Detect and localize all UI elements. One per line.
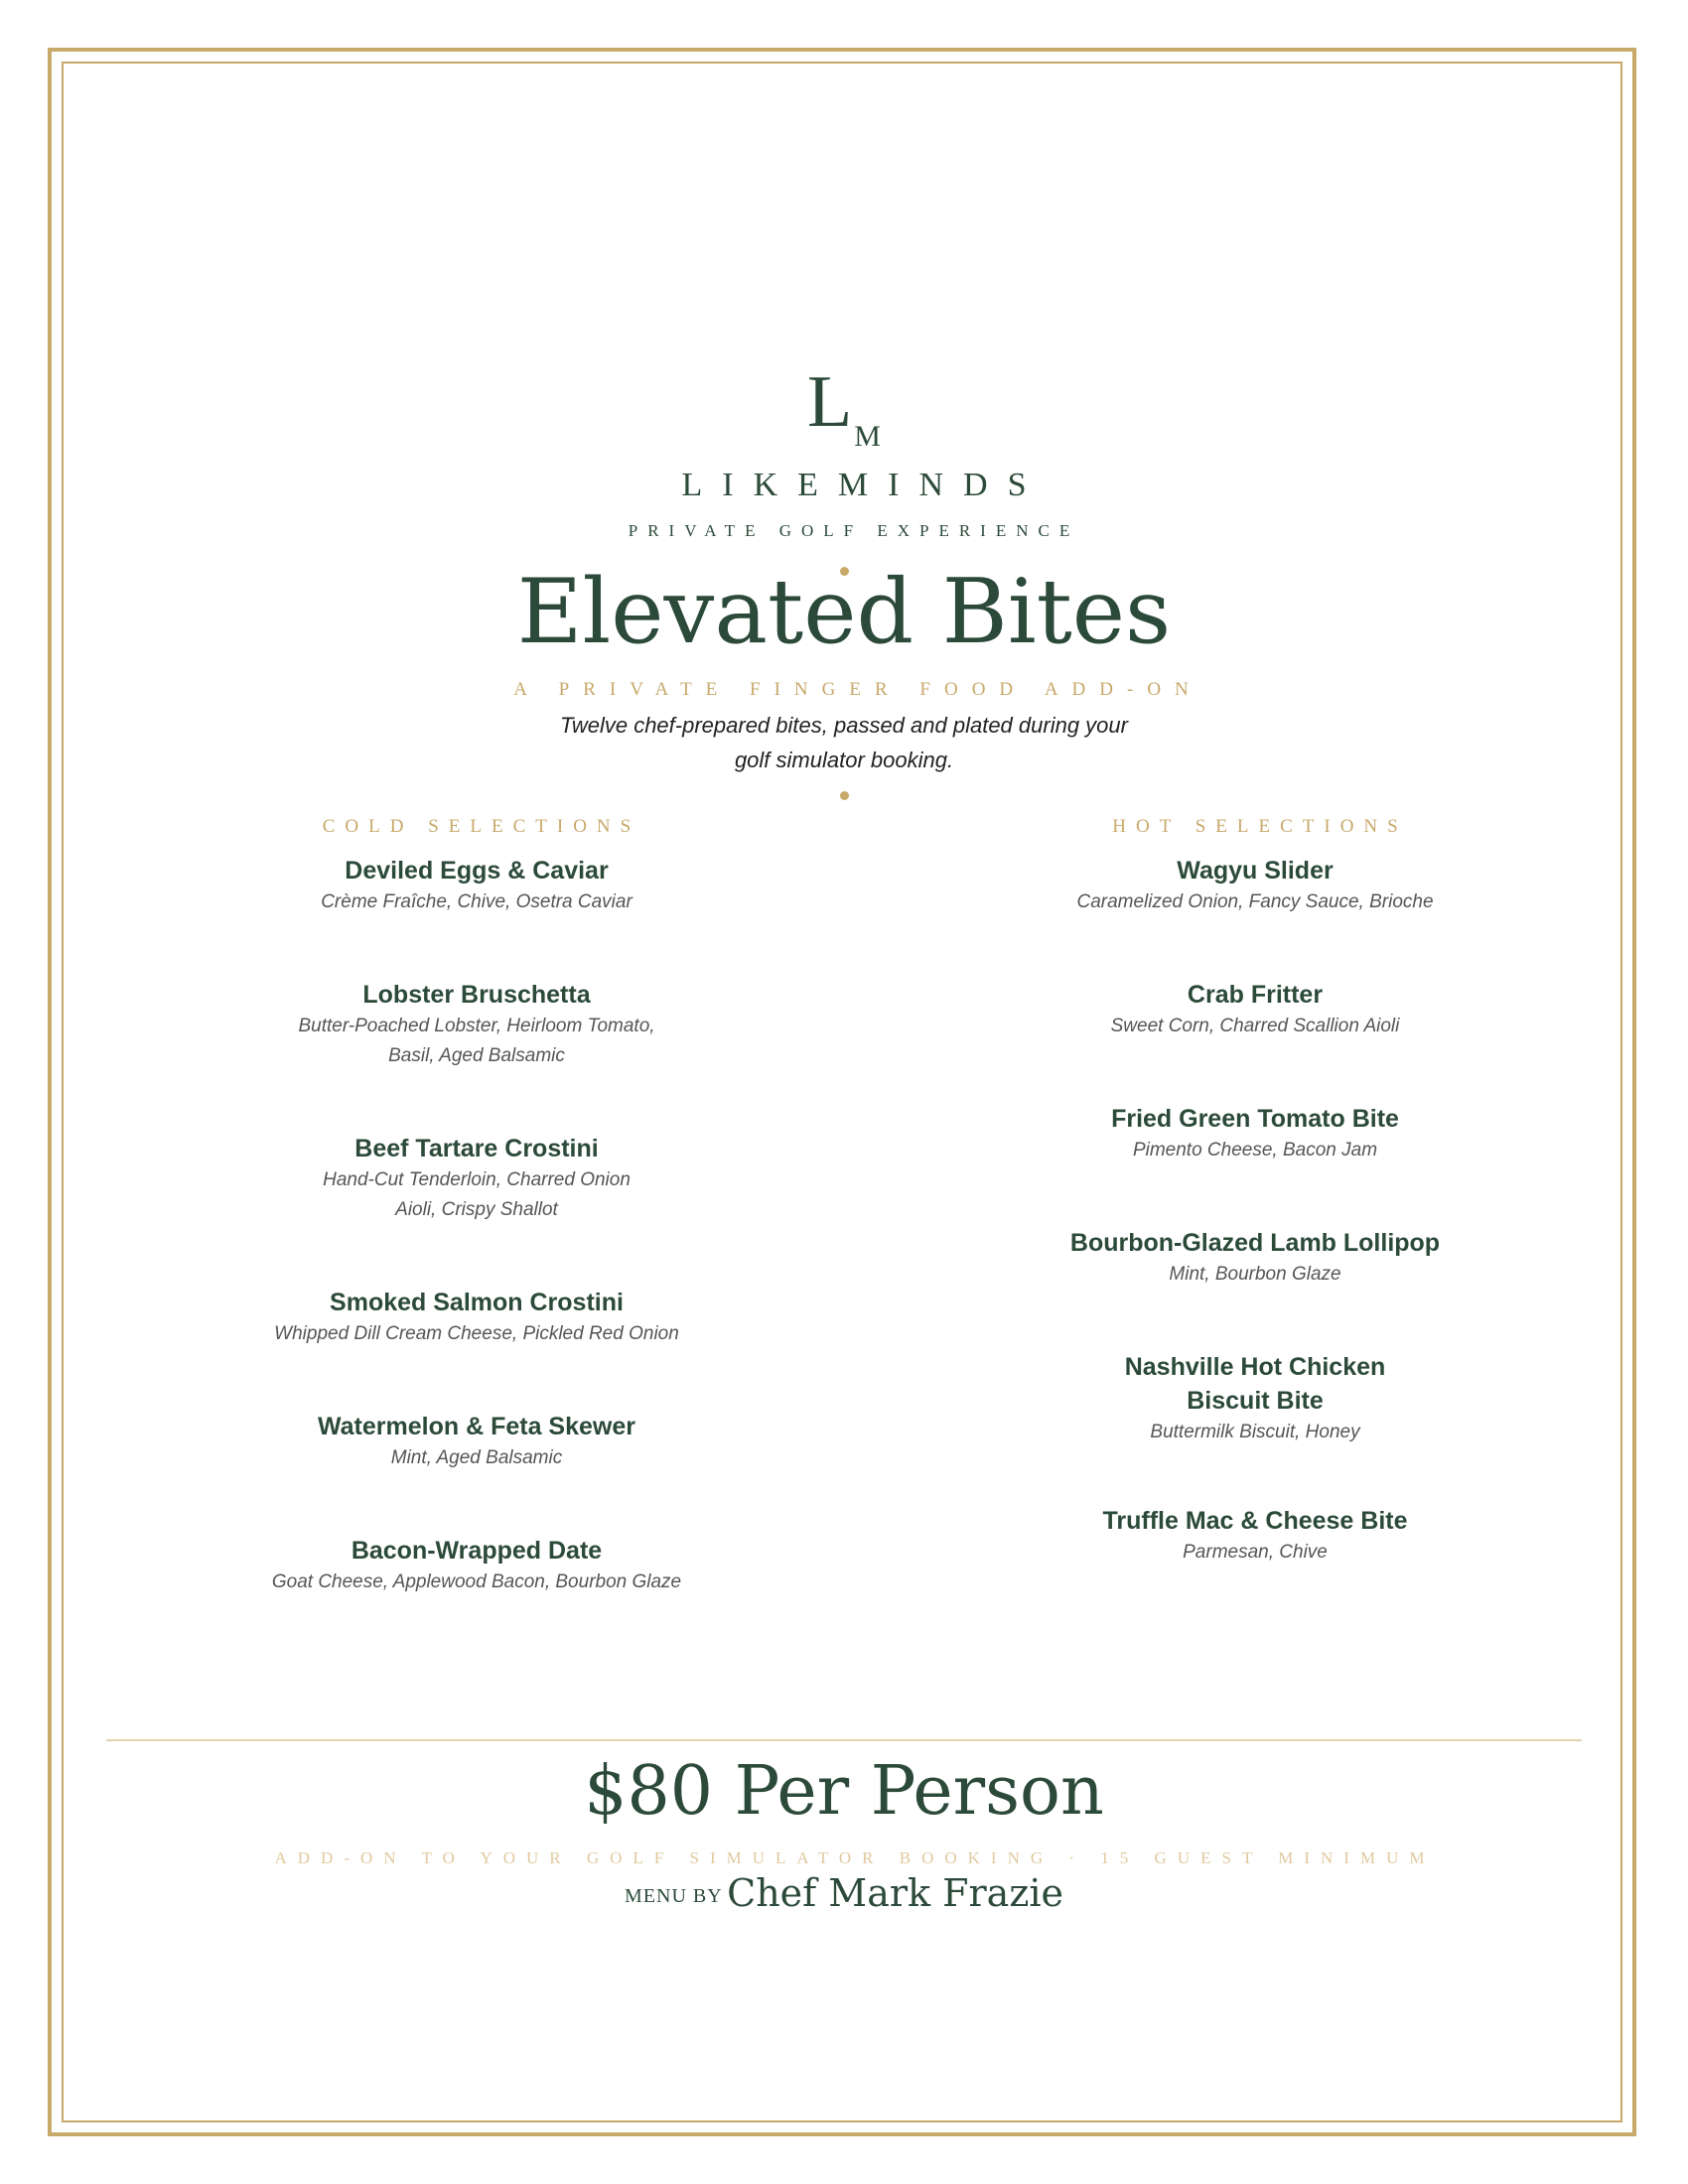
- intro-line: Twelve chef-prepared bites, passed and plated during your: [560, 713, 1128, 738]
- menu-item: [977, 1504, 1533, 1628]
- item-description: Caramelized Onion, Fancy Sauce, Brioche: [1076, 891, 1434, 912]
- intro-line: golf simulator booking.: [734, 748, 954, 772]
- monogram-letter-l: L: [807, 361, 853, 443]
- menu-item: [977, 1350, 1533, 1504]
- item-description: Whipped Dill Cream Cheese, Pickled Red Onion: [274, 1323, 679, 1344]
- menu-item: [199, 978, 755, 1132]
- menu-item: [199, 1534, 755, 1658]
- item-description: Buttermilk Biscuit, Honey: [1150, 1422, 1360, 1442]
- brand-name: LIKEMINDS: [681, 467, 1047, 503]
- cold-selections-column: [199, 814, 755, 1658]
- item-description: Goat Cheese, Applewood Bacon, Bourbon Glaze: [271, 1571, 682, 1592]
- chef-name: Chef Mark Frazie: [727, 1871, 1063, 1915]
- item-name: Deviled Eggs & Caviar: [345, 857, 609, 885]
- menu-item: [977, 854, 1533, 978]
- menu-item: [199, 1410, 755, 1534]
- bottom-divider-dot: [840, 791, 849, 800]
- item-name: Crab Fritter: [1187, 981, 1324, 1009]
- menu-item: [199, 854, 755, 978]
- menu-item: [977, 1226, 1533, 1350]
- menu-by-label: MENU BY: [625, 1885, 723, 1907]
- item-description: Butter-Poached Lobster, Heirloom Tomato,: [298, 1016, 655, 1036]
- hot-selections-column: [977, 814, 1533, 1628]
- item-name: Nashville Hot Chicken: [1124, 1353, 1386, 1381]
- menu-title: Elevated Bites: [516, 560, 1172, 664]
- menu-subtitle: A PRIVATE FINGER FOOD ADD-ON: [513, 679, 1202, 700]
- chef-credit: [0, 1871, 1688, 1915]
- item-name: Beef Tartare Crostini: [354, 1135, 599, 1162]
- footer-divider: [106, 1739, 1582, 1741]
- item-description: Crème Fraîche, Chive, Osetra Caviar: [321, 891, 633, 912]
- item-name: Truffle Mac & Cheese Bite: [1102, 1507, 1408, 1535]
- menu-item: [977, 1102, 1533, 1226]
- item-name: Bourbon-Glazed Lamb Lollipop: [1069, 1229, 1441, 1257]
- menu-item: [199, 1286, 755, 1410]
- item-name: Fried Green Tomato Bite: [1111, 1105, 1399, 1133]
- hot-selections-heading: HOT SELECTIONS: [1112, 816, 1408, 837]
- brand-monogram: [0, 361, 1688, 455]
- item-description: Pimento Cheese, Bacon Jam: [1132, 1140, 1378, 1160]
- item-description: Sweet Corn, Charred Scallion Aioli: [1110, 1016, 1400, 1036]
- menu-item: [199, 1132, 755, 1286]
- booking-note: ADD-ON TO YOUR GOLF SIMULATOR BOOKING · 15 GUEST MINIMUM: [274, 1848, 1436, 1867]
- item-description: Parmesan, Chive: [1183, 1542, 1328, 1563]
- item-description: Mint, Aged Balsamic: [390, 1447, 563, 1468]
- item-name: Bacon-Wrapped Date: [351, 1537, 603, 1565]
- item-description: Hand-Cut Tenderloin, Charred Onion: [323, 1169, 631, 1190]
- item-name: Lobster Bruschetta: [362, 981, 591, 1009]
- item-description: Basil, Aged Balsamic: [388, 1045, 565, 1066]
- monogram-letter-m: M: [854, 420, 881, 453]
- item-name: Biscuit Bite: [1187, 1387, 1324, 1415]
- item-description: Aioli, Crispy Shallot: [395, 1199, 558, 1220]
- brand-tagline: PRIVATE GOLF EXPERIENCE: [628, 521, 1080, 540]
- menu-item: [977, 978, 1533, 1102]
- cold-selections-heading: COLD SELECTIONS: [322, 816, 641, 837]
- price-per-person: $80 Per Person: [584, 1752, 1104, 1831]
- item-description: Mint, Bourbon Glaze: [1169, 1264, 1341, 1285]
- item-name: Smoked Salmon Crostini: [330, 1289, 624, 1316]
- item-name: Wagyu Slider: [1177, 857, 1334, 885]
- menu-intro: [0, 708, 1688, 777]
- item-name: Watermelon & Feta Skewer: [317, 1413, 635, 1440]
